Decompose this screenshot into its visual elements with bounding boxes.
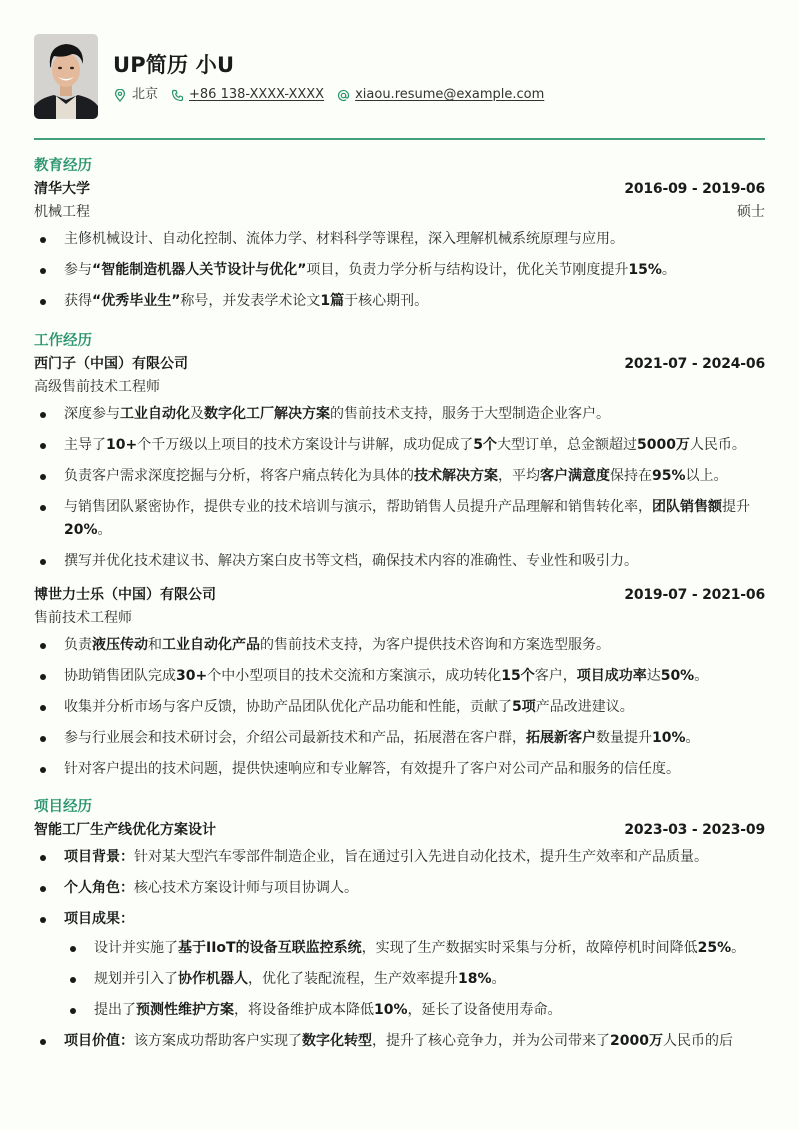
label: 项目价值： [64,1033,134,1049]
list-item: 协助销售团队完成30+个中小型项目的技术交流和方案演示，成功转化15个客户，项目成功率达50%。 [34,665,765,688]
label: 个人角色： [64,880,134,896]
list-item: 主导了10+个千万级以上项目的技术方案设计与讲解，成功促成了5个大型订单，总金额超过5000万人民币。 [34,434,765,457]
list-item: 深度参与工业自动化及数字化工厂解决方案的售前技术支持，服务于大型制造企业客户。 [34,403,765,426]
project-entry-header [34,820,765,840]
list-item: 收集并分析市场与客户反馈，协助产品团队优化产品功能和性能，贡献了5项产品改进建议。 [34,696,765,719]
section-title-education: 教育经历 [34,158,92,174]
resume-header [34,34,765,120]
list-item: 与销售团队紧密协作，提供专业的技术培训与演示，帮助销售人员提升产品理解和销售转化率，团队销售额提升20%。 [34,496,765,542]
header-divider [34,138,765,140]
at-icon [336,88,350,102]
list-item: 获得“优秀毕业生”称号，并发表学术论文1篇于核心期刊。 [34,290,765,313]
list-item: 负责液压传动和工业自动化产品的售前技术支持，为客户提供技术咨询和方案选型服务。 [34,634,765,657]
phone-icon [170,88,184,102]
list-item: 设计并实施了基于IIoT的设备互联监控系统，实现了生产数据实时采集与分析，故障停机时间降低25%。 [64,937,765,960]
project-date: 2023-03 - 2023-09 [624,822,765,838]
work-date: 2019-07 - 2021-06 [624,587,765,603]
work-entry-header [34,354,765,374]
list-item: 撰写并优化技术建议书、解决方案白皮书等文档，确保技术内容的准确性、专业性和吸引力。 [34,550,765,573]
label: 项目成果： [64,911,134,927]
section-title-projects: 项目经历 [34,799,92,815]
project-bullets [34,846,765,1053]
job-title: 高级售前技术工程师 [34,379,160,395]
list-item: 提出了预测性维护方案，将设备维护成本降低10%，延长了设备使用寿命。 [64,999,765,1022]
education-entry-sub [34,202,765,222]
map-pin-icon [113,88,127,102]
major: 机械工程 [34,204,90,220]
education-date: 2016-09 - 2019-06 [624,181,765,197]
candidate-name: UP简历 小U [113,53,235,77]
header-info [113,34,556,104]
section-work [34,331,765,781]
work-bullets [34,634,765,781]
project-results-list [64,937,765,1022]
work-bullets [34,403,765,573]
list-item: 负责客户需求深度挖掘与分析，将客户痛点转化为具体的技术解决方案，平均客户满意度保持在95%以上。 [34,465,765,488]
project-name: 智能工厂生产线优化方案设计 [34,822,216,838]
work-entry-sub [34,608,765,628]
section-education [34,156,765,313]
profile-photo [34,34,98,119]
company-name: 西门子（中国）有限公司 [34,356,188,372]
contact-phone [170,86,324,104]
contact-location [113,86,158,104]
avatar-portrait-icon [34,34,98,119]
job-title: 售前技术工程师 [34,610,132,626]
list-item: 参与“智能制造机器人关节设计与优化”项目，负责力学分析与结构设计，优化关节刚度提升15%。 [34,259,765,282]
label: 项目背景： [64,849,134,865]
project-results [34,908,765,1022]
contact-email [336,86,544,104]
company-name: 博世力士乐（中国）有限公司 [34,587,216,603]
project-value: 项目价值：该方案成功帮助客户实现了数字化转型，提升了核心竞争力，并为公司带来了2000万人民币的后 [34,1030,765,1053]
work-date: 2021-07 - 2024-06 [624,356,765,372]
work-entry-sub [34,377,765,397]
list-item: 规划并引入了协作机器人，优化了装配流程，生产效率提升18%。 [64,968,765,991]
work-entry-header [34,585,765,605]
education-bullets [34,228,765,313]
section-projects [34,797,765,1053]
list-item: 针对客户提出的技术问题，提供快速响应和专业解答，有效提升了客户对公司产品和服务的信任度。 [34,758,765,781]
contact-row [113,86,556,104]
project-role: 个人角色：核心技术方案设计师与项目协调人。 [34,877,765,900]
phone-link[interactable]: +86 138-XXXX-XXXX [189,87,325,102]
section-title-work: 工作经历 [34,333,92,349]
list-item: 参与行业展会和技术研讨会，介绍公司最新技术和产品，拓展潜在客户群，拓展新客户数量提升10%。 [34,727,765,750]
education-entry-header [34,179,765,199]
list-item: 主修机械设计、自动化控制、流体力学、材料科学等课程，深入理解机械系统原理与应用。 [34,228,765,251]
school-name: 清华大学 [34,181,90,197]
email-link[interactable]: xiaou.resume@example.com [355,87,545,102]
degree: 硕士 [737,204,765,220]
location-text: 北京 [132,87,159,102]
project-background: 项目背景：针对某大型汽车零部件制造企业，旨在通过引入先进自动化技术，提升生产效率和产品质量。 [34,846,765,869]
